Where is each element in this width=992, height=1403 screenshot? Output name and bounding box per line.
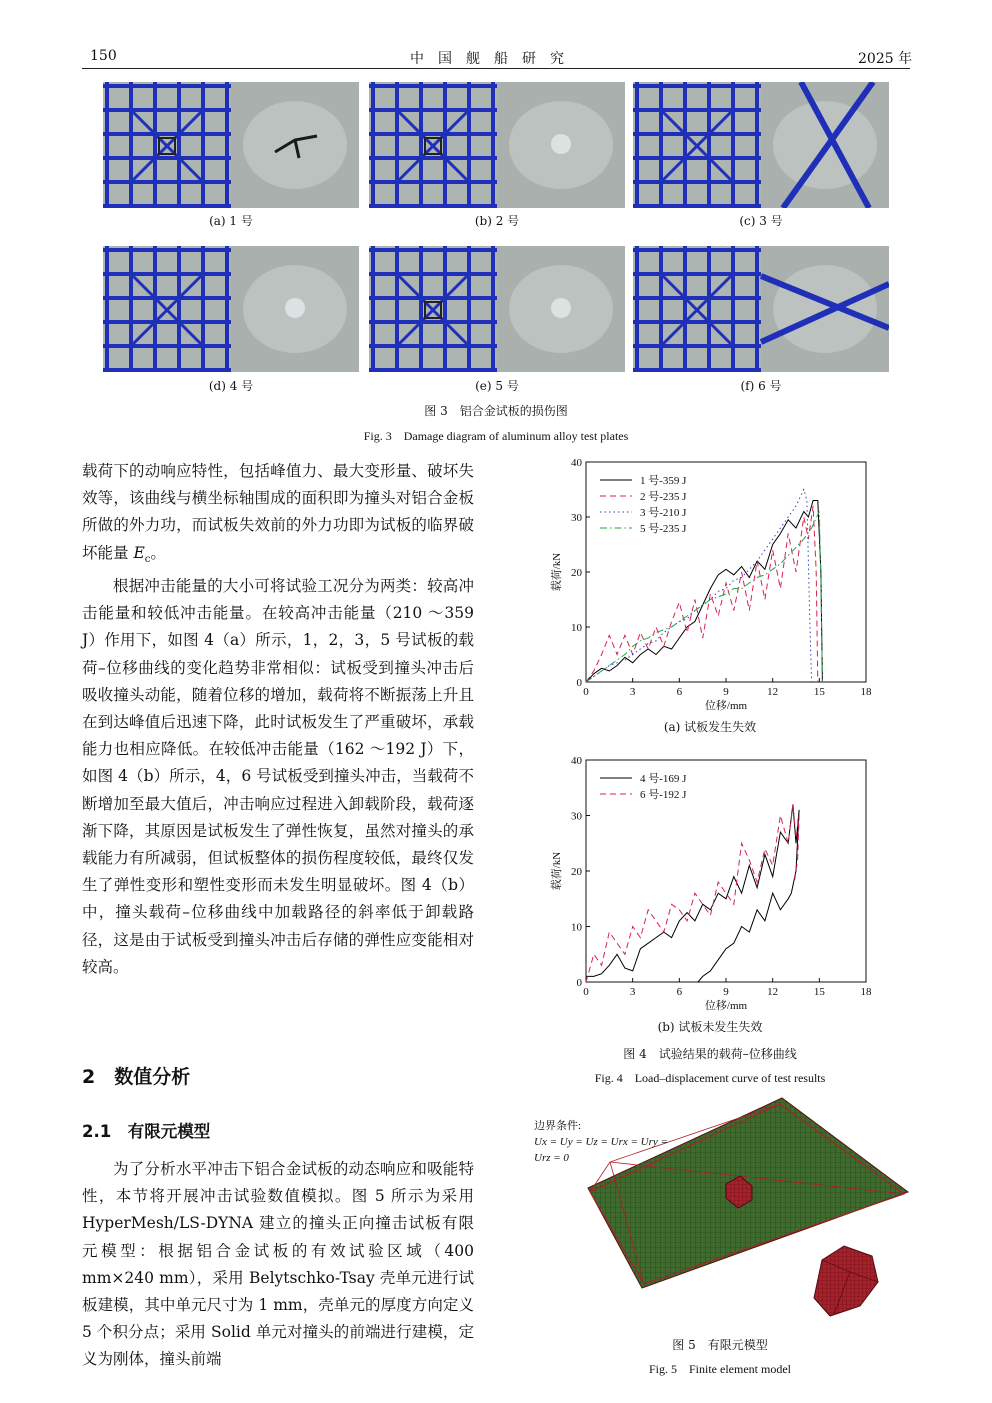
x-tick-label: 18	[860, 986, 872, 998]
subcaption-b: (b) 2 号	[474, 214, 520, 228]
figure5-caption-en: Fig. 5 Finite element model	[649, 1362, 791, 1376]
paragraph-3: 为了分析水平冲击下铝合金试板的动态响应和吸能特性，本节将开展冲击试验数值模拟。图 5 所示为采用 HyperMesh/LS-DYNA 建立的撞头正向撞击试板有限元模型：根据铝合金试板的有效试验区域（400 mm×240 mm），采用 Belytschko-Tsay 壳单元进行试板建模，其中单元尺寸为 1 mm，壳单元的厚度方向定义 5 个积分点；采用 Solid 单元对撞头的前端进行建模，定义为刚体，撞头前端	[82, 1160, 474, 1369]
page-number: 150	[90, 48, 117, 64]
chart-a-subcaption: (a) 试板发生失效	[663, 720, 757, 734]
chart-b-subcaption: (b) 试板未发生失效	[657, 1020, 763, 1034]
damage-photo	[633, 82, 889, 208]
journal-title: 中 国 舰 船 研 究	[410, 51, 564, 67]
y-tick-label: 30	[571, 512, 582, 524]
figure4-caption-en: Fig. 4 Load–displacement curve of test results	[594, 1071, 826, 1085]
legend-label: 5 号-235 J	[640, 523, 687, 535]
y-axis-label: 载荷/kN	[551, 552, 563, 592]
figure4-caption-cn: 图 4 试验结果的载荷–位移曲线	[623, 1047, 797, 1061]
x-tick-label: 15	[813, 686, 825, 698]
subcaption-a: (a) 1 号	[209, 214, 253, 228]
x-tick-label: 3	[629, 686, 636, 698]
body-text-lower	[82, 1156, 474, 1374]
legend-label: 4 号-169 J	[640, 773, 687, 785]
subcaption-c: (c) 3 号	[739, 214, 783, 228]
paragraph-2: 根据冲击能量的大小可将试验工况分为两类：较高冲击能量和较低冲击能量。在较高冲击能量（210 ～359 J）作用下，如图 4（a）所示，1，2，3，5 号试板的载荷–位移曲线的变化趋势非常相似：试板受到撞头冲击后吸收撞头动能，随着位移的增加，载荷将不断振荡上升且在到达峰值后迅速下降，此时试板发生了严重破坏，承载能力也相应降低。在较低冲击能量（162 ～192 J）下，如图 4（b）所示，4，6 号试板受到撞头冲击，当载荷不断增加至最大值后，冲击响应过程进入卸载阶段，载荷逐渐下降，其原因是试板发生了弹性恢复，虽然对撞头的承载能力有所减弱，但试板整体的损伤程度较低，最终仅发生了弹性变形和塑性变形而未发生明显破坏。图 4（b）中，撞头载荷–位移曲线中加载路径的斜率低于卸载路径，这是由于试板受到撞头冲击后存储的弹性应变能相对较高。	[82, 576, 474, 976]
series-line	[586, 804, 799, 982]
x-tick-label: 9	[723, 986, 729, 998]
figure3-caption-en: Fig. 3 Damage diagram of aluminum alloy test plates	[363, 429, 629, 443]
x-tick-label: 3	[629, 986, 636, 998]
y-tick-label: 40	[571, 755, 582, 767]
damage-photo	[369, 246, 625, 372]
x-axis-label: 位移/mm	[704, 1000, 748, 1012]
y-tick-label: 10	[571, 921, 582, 934]
x-tick-label: 12	[767, 986, 779, 998]
body-text-upper	[82, 458, 474, 981]
damage-photo	[633, 246, 889, 372]
legend-label: 2 号-235 J	[640, 491, 687, 503]
x-axis-label: 位移/mm	[704, 700, 748, 712]
series-line	[586, 512, 822, 683]
chart-b	[530, 750, 890, 1020]
y-tick-label: 10	[571, 622, 582, 634]
figure3-caption-cn: 图 3 铝合金试板的损伤图	[424, 404, 568, 418]
y-tick-label: 20	[571, 567, 582, 579]
series-line	[586, 506, 818, 682]
damage-photo	[103, 82, 359, 208]
paragraph-1: 载荷下的动响应特性，包括峰值力、最大变形量、破坏失效等，该曲线与横坐标轴围成的面积即为撞头对铝合金板所做的外力功，而试板失效前的外力功即为试板的临界破坏能量 $E_c$。	[82, 462, 474, 565]
legend-label: 1 号-359 J	[640, 475, 687, 487]
series-line	[586, 490, 812, 683]
y-tick-label: 0	[576, 677, 582, 689]
x-tick-label: 0	[583, 986, 589, 998]
legend-label: 6 号-192 J	[640, 789, 687, 801]
legend-label: 3 号-210 J	[640, 507, 687, 519]
year: 2025 年	[858, 51, 913, 67]
subcaption-f: (f) 6 号	[740, 379, 782, 393]
x-tick-label: 18	[860, 686, 872, 698]
section-heading-2-1: 2.1 有限元模型	[82, 1122, 211, 1141]
finite-element-model	[530, 1092, 910, 1327]
impactor-head	[814, 1246, 878, 1316]
plot-frame	[586, 462, 866, 682]
x-tick-label: 12	[767, 686, 779, 698]
section-heading-2: 2 数值分析	[82, 1066, 191, 1088]
figure5-caption-cn: 图 5 有限元模型	[672, 1338, 768, 1352]
subcaption-e: (e) 5 号	[475, 379, 519, 393]
x-tick-label: 9	[723, 686, 729, 698]
x-tick-label: 15	[813, 986, 825, 998]
x-tick-label: 6	[676, 686, 683, 698]
x-tick-label: 6	[676, 986, 683, 998]
boundary-condition-line-1: Ux = Uy = Uz = Urx = Ury =	[534, 1136, 668, 1148]
boundary-condition-line-2: Urz = 0	[534, 1152, 569, 1164]
y-tick-label: 20	[571, 866, 582, 878]
subcaption-d: (d) 4 号	[208, 379, 254, 393]
y-tick-label: 30	[571, 810, 582, 823]
y-axis-label: 载荷/kN	[551, 851, 563, 891]
damage-photo	[103, 246, 359, 372]
chart-a	[530, 450, 890, 740]
damage-photo	[369, 82, 625, 208]
header-rule	[82, 68, 910, 69]
x-tick-label: 0	[583, 686, 589, 698]
boundary-condition-title: 边界条件:	[534, 1120, 582, 1132]
y-tick-label: 0	[576, 977, 582, 989]
y-tick-label: 40	[571, 457, 582, 469]
